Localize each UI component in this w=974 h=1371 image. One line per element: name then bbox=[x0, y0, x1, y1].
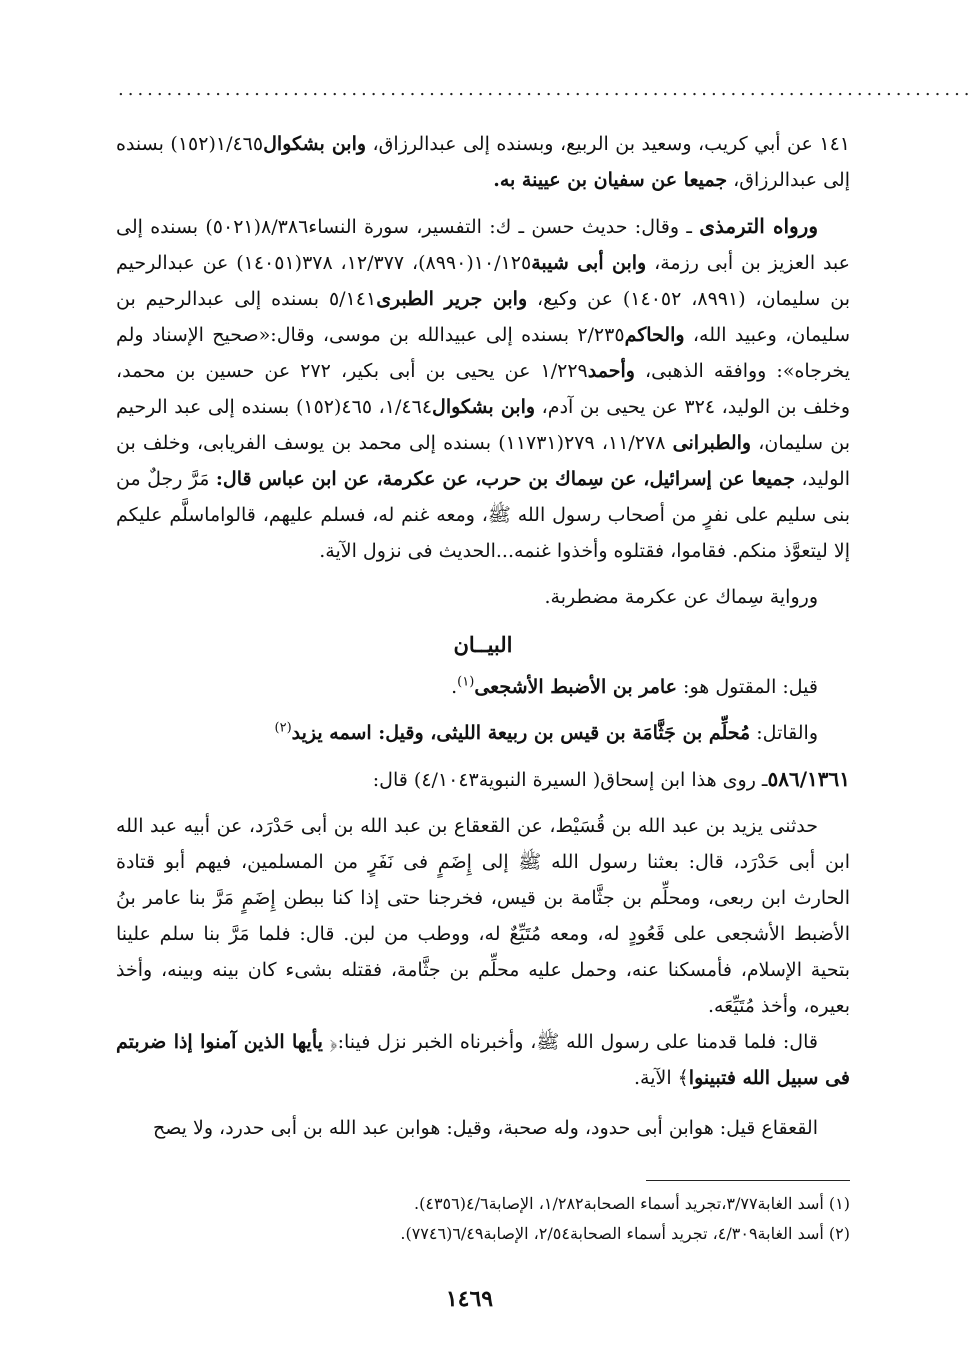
footnote-2: (٢) أسد الغابة٤/٣٠٩، تجريد أسماء الصحابة٢/٥٤، الإصابة٦/٤٩(٧٧٤٦). bbox=[400, 1224, 850, 1243]
source-tirmidhi: ورواه الترمذى bbox=[699, 214, 818, 238]
paragraph-victim: قيل: المقتول هو: عامر بن الأضبط الأشجعى$^{(١)}$. bbox=[451, 674, 818, 698]
paragraph-continuation: ١٤١ عن أبي كريب، وسعيد بن الربيع، وبسنده إلى عبدالرزاق، وابن بشكوال١/٤٦٥(١٥٢) بسنده إلى عبدالرزاق، جميعا عن سفيان بن عيينة به. bbox=[116, 133, 850, 191]
source-tabarani: والطبرانى bbox=[672, 432, 752, 454]
paragraph-hadith-number: ٥٨٦/١٣٦١ـ روى هذا ابن إسحاق( السيرة النبوية٤/١٠٤٣) قال: bbox=[372, 767, 850, 791]
page-number: ١٤٦٩ bbox=[445, 1286, 494, 1312]
paragraph-narration: حدثنى يزيد بن عبد الله بن قُسَيْط، عن القعقاع بن عبد الله بن أبى حَدْرَد، عن أبيه عبد الله ابن أبى حَدْرَد، قال: بعثنا رسول الله ﷺ إلى إِضَمٍ فى نَفَرٍ من المسلمين، فيهم أبو قتادة الحارث ابن ربعى، ومحلِّم بن جثَّامة بن قيس، فخرجنا حتى إذا كنا ببطن إِضَمٍ مَرَّ بنا عامر بنُ الأضبط الأشجعى على قَعُودٍ له، ومعه مُتَيِّعٌ له، ووطب من لبن. قال: فلما مَرَّ بنا سلم علينا بتحية الإسلام، فأمسكنا عنه، وحمل عليه محلِّم بن جثَّامة، فقتله بشىء كان بينه وبينه، وأخذ بعيره، وأخذ مُتَيِّعَه. bbox=[116, 815, 850, 1017]
source-hakim: والحاكم bbox=[624, 324, 685, 346]
source-ibn-bashkuwal-2: وابن بشكوال bbox=[432, 396, 536, 418]
footnotes bbox=[116, 1189, 850, 1249]
paragraph-note: ورواية سِماك عن عكرمة مضطربة. bbox=[544, 586, 818, 608]
hadith-number: ٥٨٦/١٣٦١ bbox=[767, 767, 850, 791]
footnote-ref-2: (٢) bbox=[274, 720, 292, 736]
section-heading: البيــان bbox=[453, 632, 513, 657]
dotted-separator: ........................................................................................ bbox=[118, 79, 974, 100]
footnote-divider bbox=[646, 1180, 850, 1181]
source-tabari: وابن جرير الطبرى bbox=[376, 288, 528, 310]
victim-name: عامر بن الأضبط الأشجعى bbox=[474, 676, 678, 698]
killer-name: مُحلِّم بن جَثَّامَة بن قيس بن ربيعة الليثى، وقيل: اسمه يزيد bbox=[291, 722, 751, 744]
source-ibn-abi-shaybah: وابن أبى شيبة bbox=[531, 252, 647, 274]
paragraph-takhrij: ورواه الترمذى ـ وقال: حديث حسن ـ ك: التفسير، سورة النساء٨/٣٨٦(٥٠٢١) بسنده إلى عبد العزيز بن أبى رزمة، وابن أبى شيبة١٠/١٢٥(٨٩٩٠)، ١٢/٣٧٧، ٣٧٨(١٤٠٥١) عن عبدالرحيم بن سليمان، (٨٩٩١، ١٤٠٥٢) عن وكيع، وابن جرير الطبرى٥/١٤١ بسنده إلى عبدالرحيم بن سليمان، وعبيد الله، والحاكم٢/٢٣٥ بسنده إلى عبيدالله بن موسى، وقال:«صحيح الإسناد ولم يخرجاه»: ووافقه الذهبى، وأحمد١/٢٢٩ عن يحيى بن أبى بكير، ٢٧٢ عن حسين بن محمد، وخلف بن الوليد، ٣٢٤ عن يحيى بن آدم، وابن بشكوال١/٤٦٤، ٤٦٥(١٥٢) بسنده إلى عبد الرحيم بن سليمان، والطبرانى ١١/٢٧٨، ٢٧٩(١١٧٣١) بسنده إلى محمد بن يوسف الفريابى، وخلف بن الوليد، جميعا عن إسرائيل، عن سِماك بن حرب، عن عكرمة، عن ابن عباس قال: مَرَّ رجلٌ من بنى سليم على نفرٍ من أصحاب رسول الله ﷺ، ومعه غنم له، فسلم عليهم، قالواماسلَّم عليكم إلا ليتعوَّذ منكم. فقاموا، فقتلوه وأخذوا غنمه...الحديث فى نزول الآية. bbox=[116, 214, 851, 562]
main-text bbox=[116, 126, 850, 1146]
footnote-1: (١) أسد الغابة٣/٧٧،تجريد أسماء الصحابة١/٢٨٢، الإصابة٤/٦(٤٣٥٦). bbox=[414, 1194, 850, 1213]
footnote-ref-1: (١) bbox=[457, 674, 475, 690]
paragraph-qaqaa: القعقاع قيل: هوابن أبى حدود، وله صحبة، وقيل: هوابن عبد الله بن أبى حدرد، ولا يصح bbox=[152, 1117, 818, 1139]
quran-verse: يأيها الذين آمنوا إذا ضربتم فى سبيل الله فتبينوا bbox=[116, 1031, 850, 1089]
paragraph-revelation: قال: فلما قدمنا على رسول الله ﷺ، وأخبرناه الخبر نزل فينا:﴿ يأيها الذين آمنوا إذا ضربتم فى سبيل الله فتبينوا﴾ الآية. bbox=[116, 1031, 850, 1089]
source-ahmad: وأحمد bbox=[587, 360, 635, 382]
source-ibn-bashkuwal: وابن بشكوال bbox=[263, 133, 367, 155]
chain-summary: جميعا عن سفيان بن عيينة به. bbox=[493, 169, 728, 191]
isnad-bold: جميعا عن إسرائيل، عن سِماك بن حرب، عن عكرمة، عن ابن عباس قال: bbox=[215, 468, 796, 490]
paragraph-killer: والقاتل: مُحلِّم بن جَثَّامَة بن قيس بن ربيعة الليثى، وقيل: اسمه يزيد$^{(٢)}$ bbox=[274, 720, 818, 744]
